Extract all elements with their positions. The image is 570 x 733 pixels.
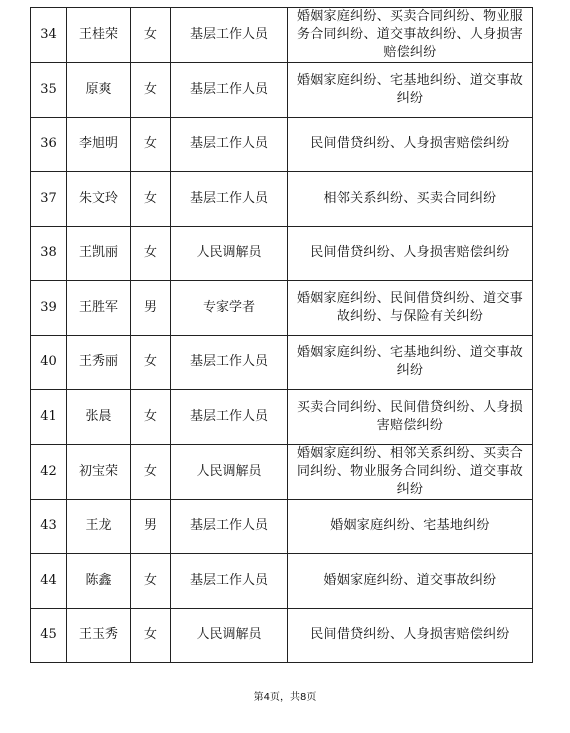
table-row xyxy=(31,554,533,609)
mediator-name: 王凯丽 xyxy=(67,226,131,281)
mediator-role: 基层工作人员 xyxy=(171,172,288,227)
table-row xyxy=(31,8,533,63)
mediator-gender: 女 xyxy=(131,554,171,609)
dispute-types: 民间借贷纠纷、人身损害赔偿纠纷 xyxy=(288,608,533,663)
dispute-types: 相邻关系纠纷、买卖合同纠纷 xyxy=(288,172,533,227)
dispute-types: 婚姻家庭纠纷、民间借贷纠纷、道交事故纠纷、与保险有关纠纷 xyxy=(288,281,533,336)
dispute-types: 婚姻家庭纠纷、道交事故纠纷 xyxy=(288,554,533,609)
mediator-table xyxy=(30,7,533,663)
row-number: 40 xyxy=(31,335,67,390)
mediator-name: 王桂荣 xyxy=(67,8,131,63)
mediator-gender: 女 xyxy=(131,117,171,172)
row-number: 44 xyxy=(31,554,67,609)
mediator-gender: 女 xyxy=(131,63,171,118)
mediator-table-body xyxy=(31,8,533,663)
table-row xyxy=(31,281,533,336)
mediator-name: 原爽 xyxy=(67,63,131,118)
row-number: 39 xyxy=(31,281,67,336)
table-row xyxy=(31,390,533,445)
table-row xyxy=(31,444,533,499)
row-number: 35 xyxy=(31,63,67,118)
mediator-gender: 女 xyxy=(131,444,171,499)
dispute-types: 婚姻家庭纠纷、买卖合同纠纷、物业服务合同纠纷、道交事故纠纷、人身损害赔偿纠纷 xyxy=(288,8,533,63)
mediator-gender: 女 xyxy=(131,608,171,663)
mediator-role: 基层工作人员 xyxy=(171,8,288,63)
mediator-role: 基层工作人员 xyxy=(171,499,288,554)
row-number: 36 xyxy=(31,117,67,172)
page-footer: 第4页，共8页 xyxy=(253,692,317,703)
mediator-gender: 女 xyxy=(131,172,171,227)
table-row xyxy=(31,226,533,281)
dispute-types: 婚姻家庭纠纷、宅基地纠纷 xyxy=(288,499,533,554)
row-number: 43 xyxy=(31,499,67,554)
mediator-name: 王秀丽 xyxy=(67,335,131,390)
mediator-name: 朱文玲 xyxy=(67,172,131,227)
mediator-role: 基层工作人员 xyxy=(171,554,288,609)
dispute-types: 婚姻家庭纠纷、宅基地纠纷、道交事故纠纷 xyxy=(288,335,533,390)
row-number: 34 xyxy=(31,8,67,63)
table-row xyxy=(31,608,533,663)
mediator-role: 人民调解员 xyxy=(171,444,288,499)
table-row xyxy=(31,172,533,227)
mediator-role: 基层工作人员 xyxy=(171,117,288,172)
mediator-role: 基层工作人员 xyxy=(171,335,288,390)
mediator-gender: 女 xyxy=(131,335,171,390)
mediator-role: 人民调解员 xyxy=(171,226,288,281)
mediator-name: 陈鑫 xyxy=(67,554,131,609)
mediator-gender: 男 xyxy=(131,499,171,554)
table-row xyxy=(31,335,533,390)
mediator-role: 基层工作人员 xyxy=(171,63,288,118)
mediator-name: 王龙 xyxy=(67,499,131,554)
row-number: 45 xyxy=(31,608,67,663)
mediator-gender: 女 xyxy=(131,390,171,445)
mediator-name: 王玉秀 xyxy=(67,608,131,663)
dispute-types: 婚姻家庭纠纷、宅基地纠纷、道交事故纠纷 xyxy=(288,63,533,118)
mediator-role: 人民调解员 xyxy=(171,608,288,663)
row-number: 41 xyxy=(31,390,67,445)
mediator-role: 专家学者 xyxy=(171,281,288,336)
mediator-role: 基层工作人员 xyxy=(171,390,288,445)
mediator-name: 初宝荣 xyxy=(67,444,131,499)
row-number: 38 xyxy=(31,226,67,281)
mediator-name: 王胜军 xyxy=(67,281,131,336)
dispute-types: 婚姻家庭纠纷、相邻关系纠纷、买卖合同纠纷、物业服务合同纠纷、道交事故纠纷 xyxy=(288,444,533,499)
dispute-types: 买卖合同纠纷、民间借贷纠纷、人身损害赔偿纠纷 xyxy=(288,390,533,445)
dispute-types: 民间借贷纠纷、人身损害赔偿纠纷 xyxy=(288,226,533,281)
mediator-name: 张晨 xyxy=(67,390,131,445)
dispute-types: 民间借贷纠纷、人身损害赔偿纠纷 xyxy=(288,117,533,172)
row-number: 42 xyxy=(31,444,67,499)
table-row xyxy=(31,499,533,554)
mediator-gender: 男 xyxy=(131,281,171,336)
mediator-name: 李旭明 xyxy=(67,117,131,172)
mediator-gender: 女 xyxy=(131,226,171,281)
row-number: 37 xyxy=(31,172,67,227)
table-row xyxy=(31,63,533,118)
table-row xyxy=(31,117,533,172)
mediator-gender: 女 xyxy=(131,8,171,63)
